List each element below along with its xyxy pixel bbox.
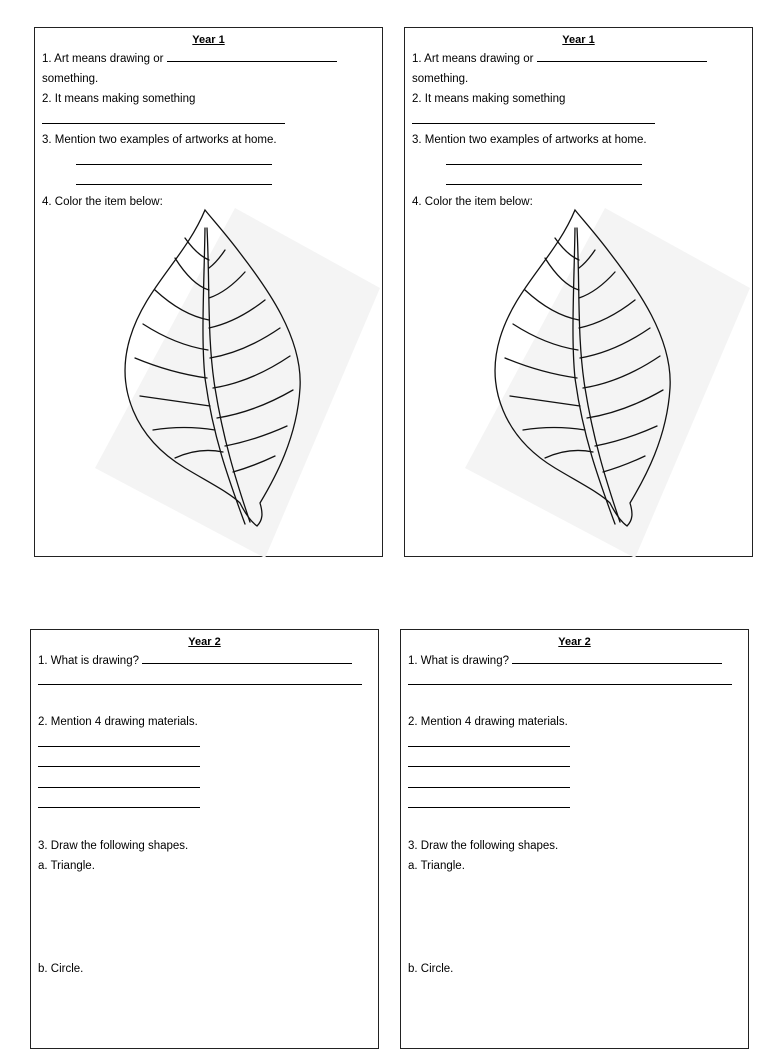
shape-triangle-label: a. Triangle. <box>38 860 95 872</box>
worksheet-title: Year 2 <box>188 636 221 648</box>
year2-worksheet-right <box>400 629 749 1049</box>
answer-line <box>408 733 741 754</box>
answer-blank[interactable] <box>38 671 362 685</box>
shape-circle-label: b. Circle. <box>408 962 454 975</box>
answer-line <box>38 671 371 692</box>
question-3: 3. Mention two examples of artworks at home. <box>412 134 647 146</box>
answer-blank[interactable] <box>408 671 732 685</box>
question-3: 3. Mention two examples of artworks at home. <box>42 134 277 146</box>
answer-blank[interactable] <box>408 774 570 788</box>
question-1: 1. What is drawing? <box>408 650 741 671</box>
question-2: 2. Mention 4 drawing materials. <box>408 716 568 728</box>
answer-line <box>38 753 371 774</box>
answer-line <box>38 733 371 754</box>
question-4: 4. Color the item below: <box>42 195 163 208</box>
worksheet-title: Year 2 <box>558 636 591 648</box>
answer-line <box>408 671 741 692</box>
year1-worksheet-right <box>404 27 753 557</box>
leaf-coloring-image <box>405 28 754 558</box>
question-3: 3. Draw the following shapes. <box>38 839 189 852</box>
year1-worksheet-left <box>34 27 383 557</box>
answer-blank[interactable] <box>38 774 200 788</box>
question-2: 2. It means making something <box>412 93 566 105</box>
worksheet-title: Year 1 <box>562 34 595 46</box>
question-1: 1. What is drawing? <box>38 650 371 671</box>
answer-line <box>38 794 371 815</box>
answer-line <box>408 774 741 795</box>
answer-blank[interactable] <box>408 733 570 747</box>
answer-blank[interactable] <box>408 753 570 767</box>
question-4: 4. Color the item below: <box>412 195 533 208</box>
worksheet-title: Year 1 <box>192 34 225 46</box>
answer-blank[interactable] <box>142 650 352 664</box>
question-1-cont: something. <box>412 72 469 85</box>
question-2: 2. Mention 4 drawing materials. <box>38 716 198 728</box>
answer-blank[interactable] <box>512 650 722 664</box>
answer-blank[interactable] <box>38 733 200 747</box>
triangle-drawing-area[interactable] <box>408 877 741 959</box>
answer-blank[interactable] <box>408 794 570 808</box>
answer-blank[interactable] <box>38 753 200 767</box>
answer-blank[interactable] <box>38 794 200 808</box>
shape-triangle-label: a. Triangle. <box>408 860 465 872</box>
question-3: 3. Draw the following shapes. <box>408 839 559 852</box>
year2-worksheet-left <box>30 629 379 1049</box>
shape-circle-label: b. Circle. <box>38 962 84 975</box>
answer-line <box>408 794 741 815</box>
triangle-drawing-area[interactable] <box>38 877 371 959</box>
answer-line <box>38 774 371 795</box>
question-2: 2. It means making something <box>42 93 196 105</box>
leaf-coloring-image <box>35 28 384 558</box>
question-1: 1. Art means drawing or <box>412 48 745 69</box>
question-1-cont: something. <box>42 72 99 85</box>
answer-line <box>408 753 741 774</box>
question-1: 1. Art means drawing or <box>42 48 375 69</box>
